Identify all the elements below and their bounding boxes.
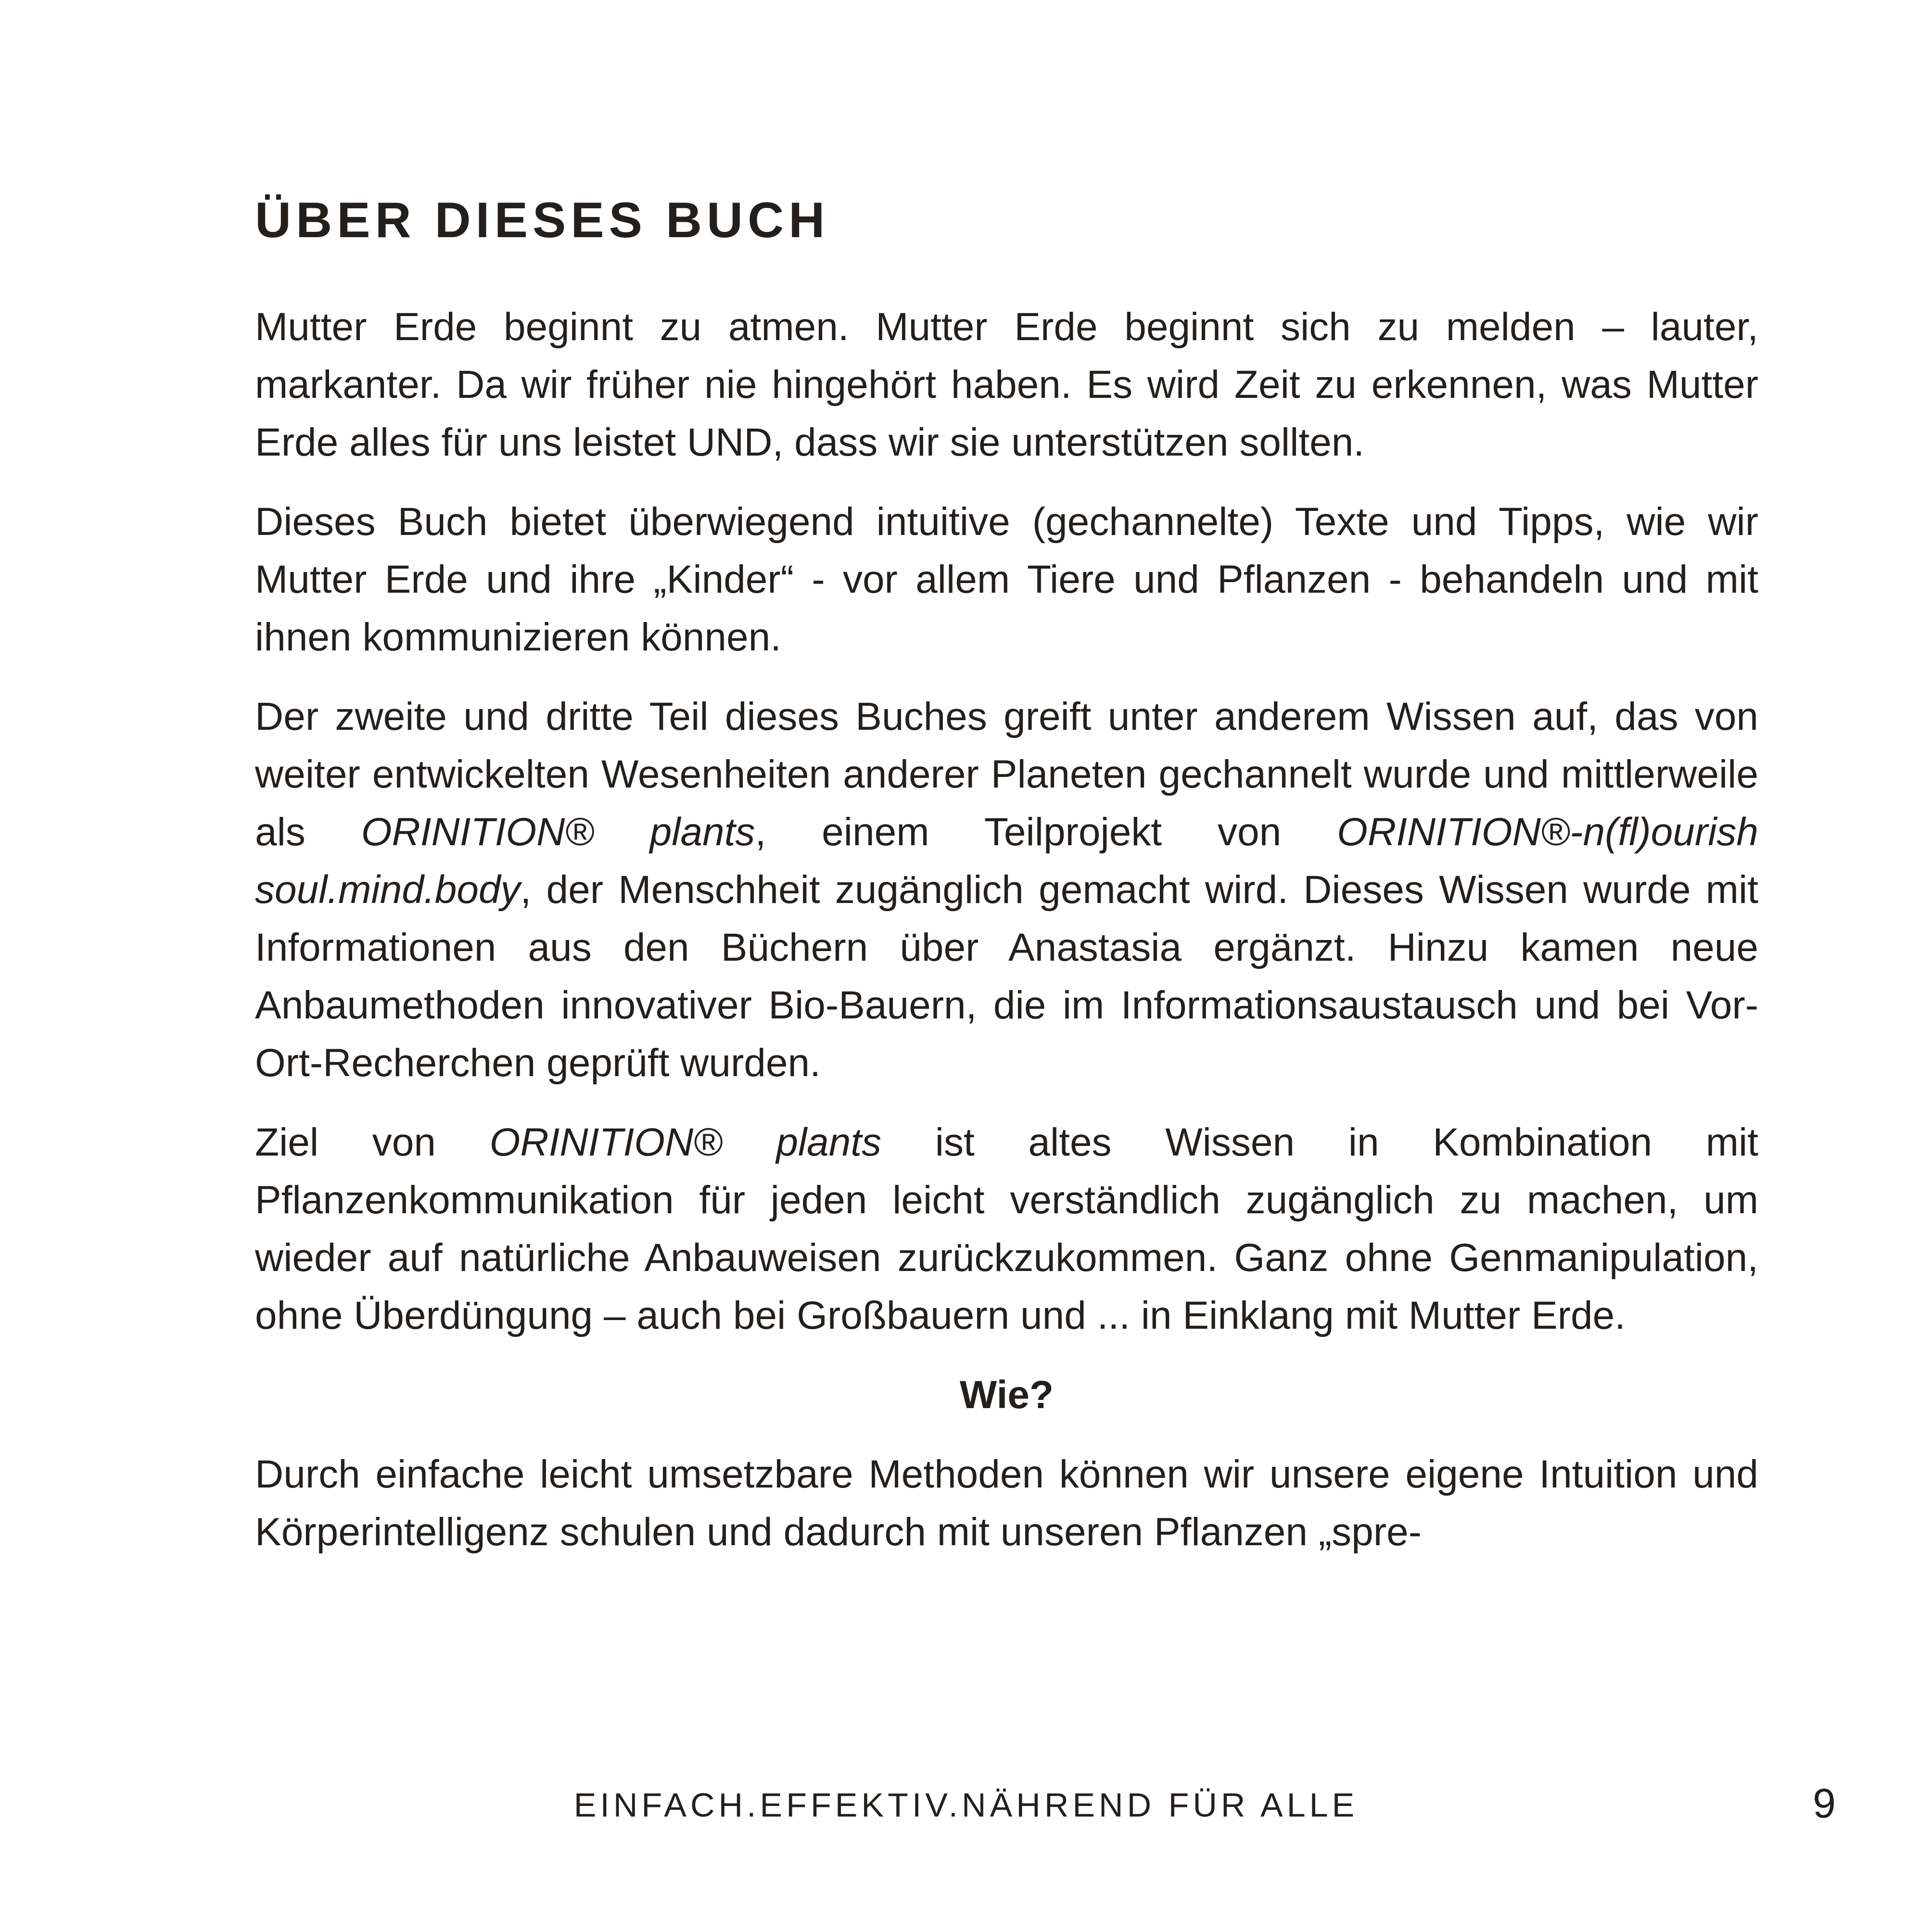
paragraph-4 xyxy=(255,1114,1758,1345)
page-title: ÜBER DIESES BUCH xyxy=(255,192,830,248)
body-text xyxy=(255,298,1758,1561)
paragraph-4-text-1: Ziel von xyxy=(255,1120,490,1164)
paragraph-3-text-1: Der zweite und dritte Teil dieses Buches greift unter anderem Wissen auf, das von weiter entwickelten Wesenheiten anderer Planeten gechannelt wurde und mittlerweile als xyxy=(255,695,1758,854)
page-number: 9 xyxy=(1813,1780,1836,1827)
paragraph-3-italic-1: ORINITION® plants xyxy=(361,810,755,854)
paragraph-3-text-2: , einem Teilprojekt von xyxy=(755,810,1337,854)
paragraph-3-text-3: , der Menschheit zugänglich gemacht wird. Dieses Wissen wurde mit Informationen aus den Büchern über Anastasia ergänzt. Hinzu kamen neue Anbaumethoden innovativer Bio-Bauern, die im Informationsaustausch und bei Vor-Ort-Recherchen geprüft wurden. xyxy=(255,868,1758,1085)
running-footer: EINFACH.EFFEKTIV.NÄHREND FÜR ALLE xyxy=(573,1786,1359,1824)
paragraph-4-italic-1: ORINITION® plants xyxy=(489,1120,882,1164)
paragraph-3-italic-2: ORINITION®-n(fl)ourish soul.mind.body xyxy=(255,810,1759,912)
paragraph-2: Dieses Buch bietet überwiegend intuitive (gechannelte) Texte und Tipps, wie wir Mutter Erde und ihre „Kinder“ - vor allem Tiere und Pflanzen - behandeln und mit ihnen kommunizieren können. xyxy=(255,500,1758,659)
paragraph-5: Durch einfache leicht umsetzbare Methoden können wir unsere eigene Intuition und Körperintelligenz schulen und dadurch mit unseren Pflanzen „spre- xyxy=(255,1452,1758,1554)
paragraph-3 xyxy=(255,688,1758,1092)
paragraph-1: Mutter Erde beginnt zu atmen. Mutter Erde beginnt sich zu melden – lauter, markanter. Da wir früher nie hingehört haben. Es wird Zeit zu erkennen, was Mutter Erde alles für uns leistet UND, dass wir sie unterstützen sollten. xyxy=(255,305,1758,464)
subheading: Wie? xyxy=(959,1373,1054,1417)
paragraph-4-text-2: ist altes Wissen in Kombination mit Pflanzenkommunikation für jeden leicht verständlich zugänglich zu machen, um wieder auf natürliche Anbauweisen zurückzukommen. Ganz ohne Genmanipulation, ohne Überdüngung – auch bei Großbauern und ... in Einklang mit Mutter Erde. xyxy=(255,1120,1759,1337)
